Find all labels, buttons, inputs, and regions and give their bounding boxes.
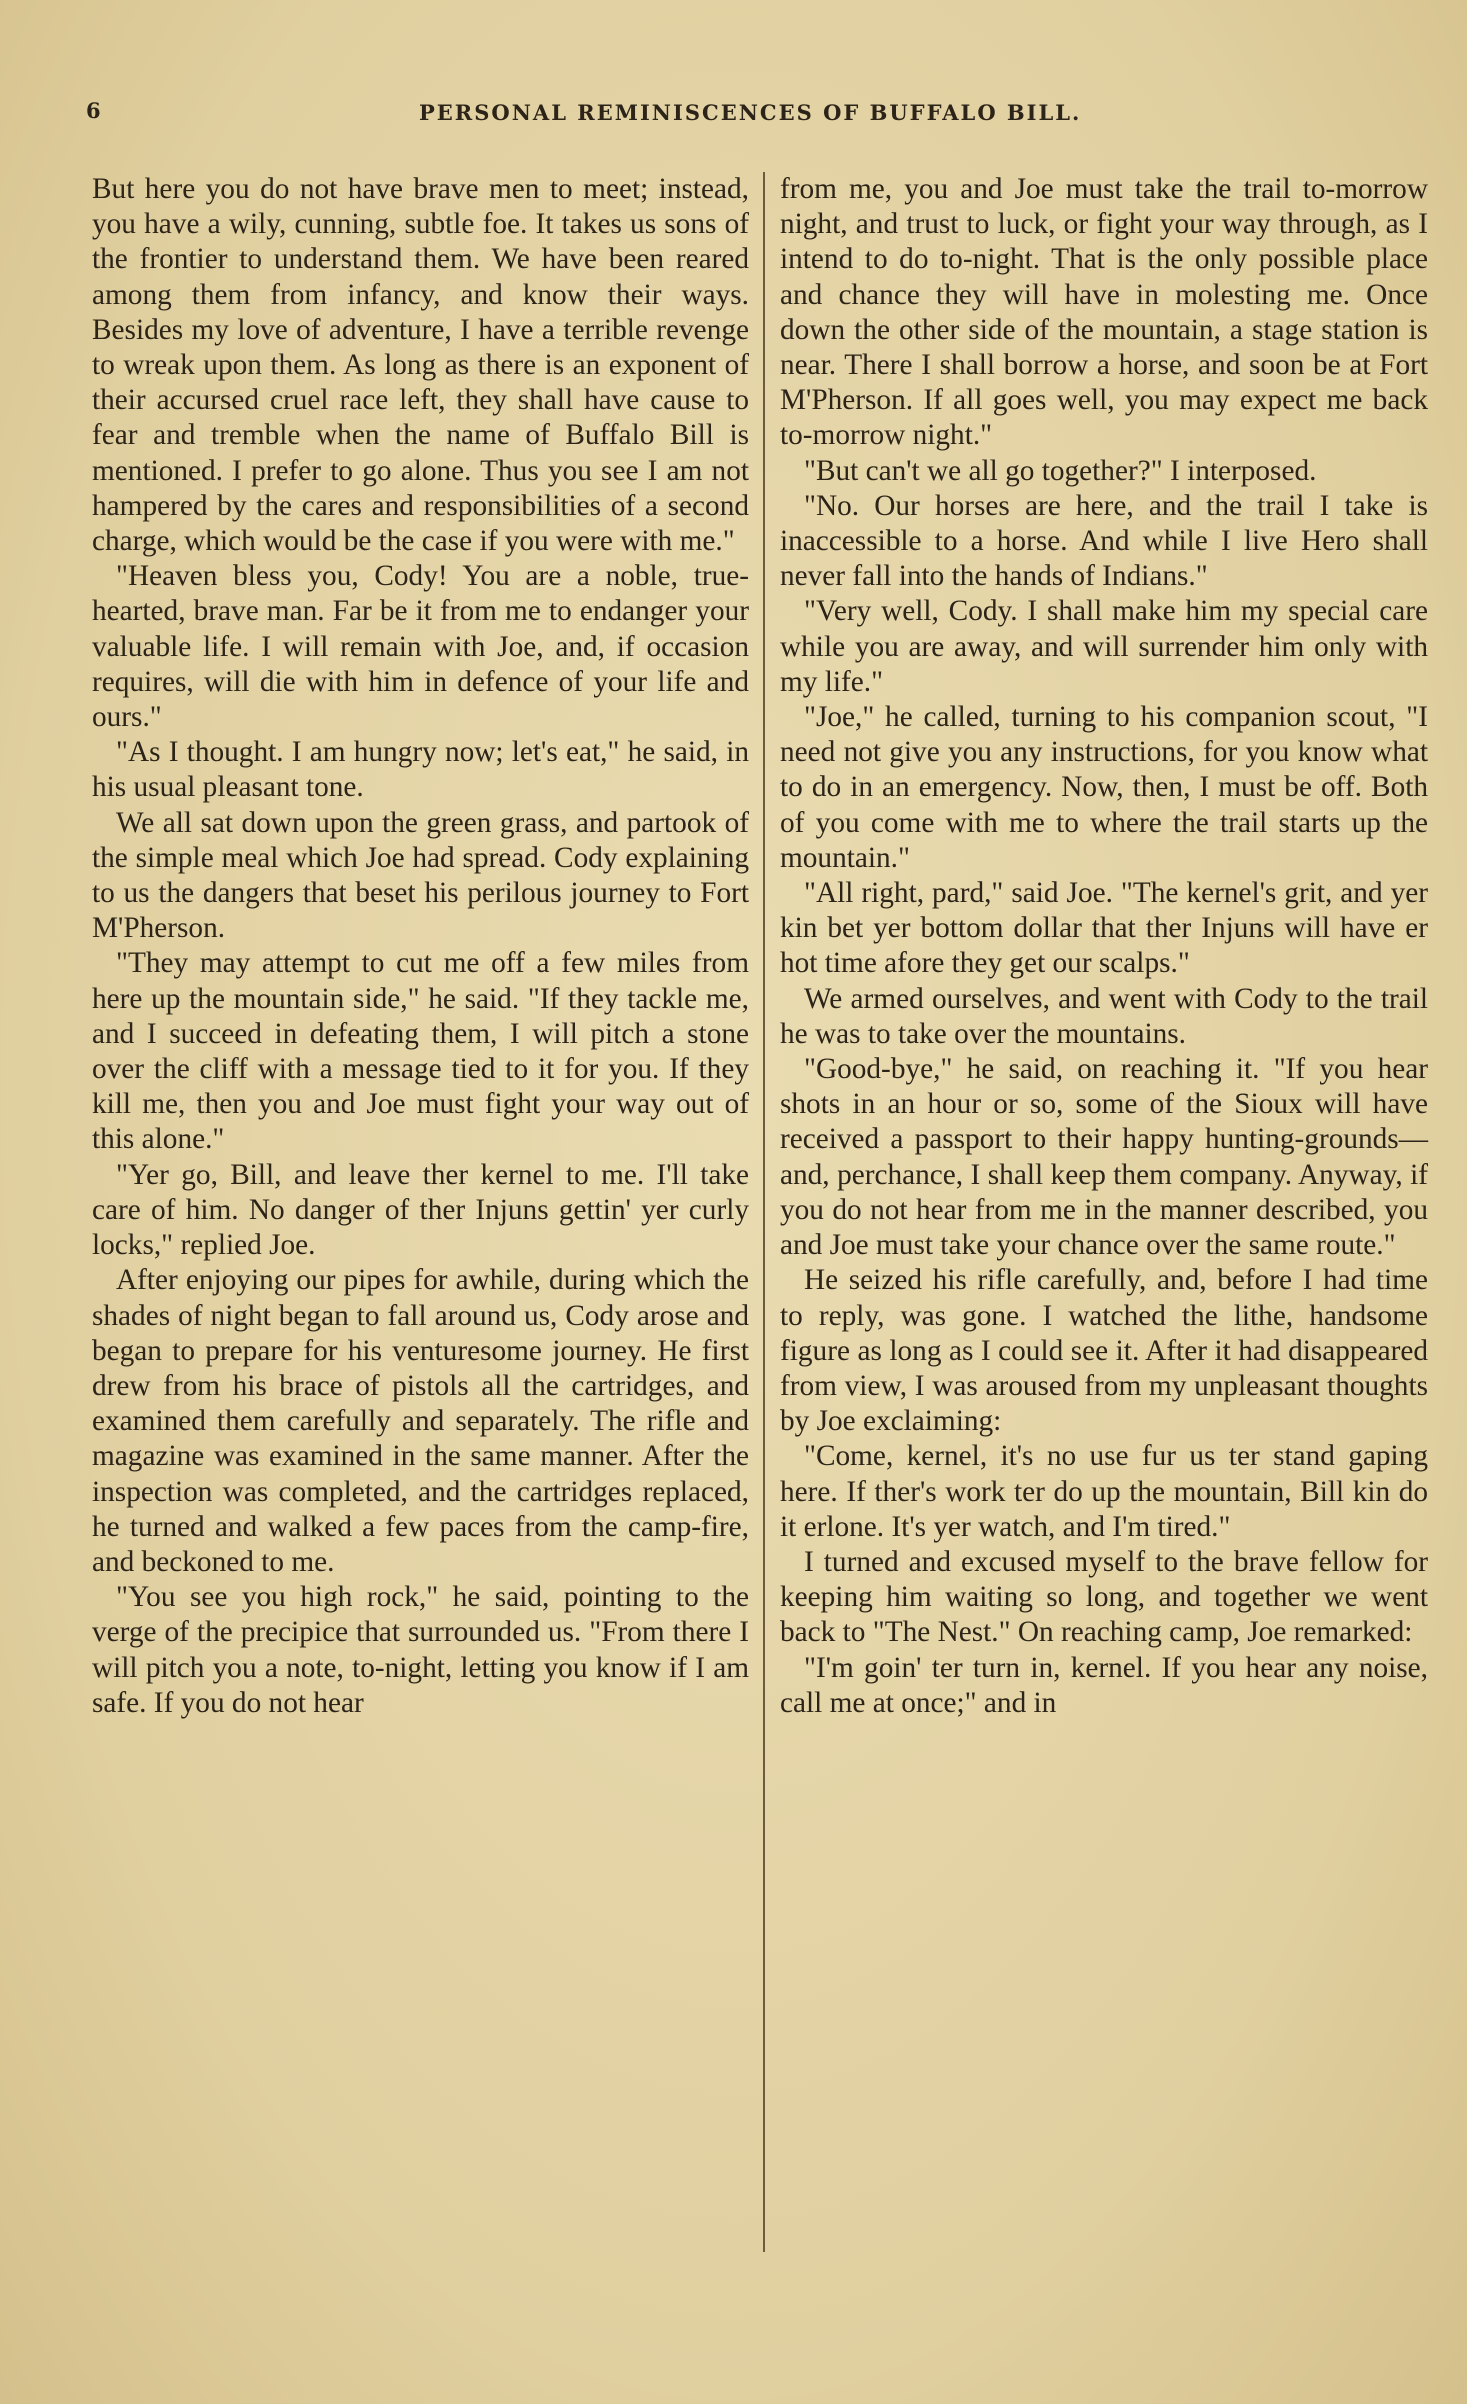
- paragraph: "But can't we all go together?" I interposed.: [804, 454, 1317, 487]
- paragraph: "Very well, Cody. I shall make him my special care while you are away, and will surrender him only with my life.": [780, 595, 1428, 698]
- paragraph: from me, you and Joe must take the trail to-morrow night, and trust to luck, or fight your way through, as I intend to do to-night. That is the only possible place and chance they will have in molesting me. Once down the other side of the mountain, a stage station is near. There I shall borrow a horse, and soon be at Fort M'Pherson. If all goes well, you may expect me back to-morrow night.": [780, 173, 1428, 452]
- paragraph: He seized his rifle carefully, and, before I had time to reply, was gone. I watched the lithe, handsome figure as long as I could see it. After it had disappeared from view, I was aroused from my unpleasant thoughts by Joe exclaiming:: [780, 1264, 1428, 1438]
- paragraph: But here you do not have brave men to meet; instead, you have a wily, cunning, subtle foe. It takes us sons of the frontier to understand them. We have been reared among them from infancy, and know their ways. Besides my love of adventure, I have a terrible revenge to wreak upon them. As long as there is an exponent of their accursed cruel race left, they shall have cause to fear and tremble when the name of Buffalo Bill is mentioned. I prefer to go alone. Thus you see I am not hampered by the cares and responsibilities of a second charge, which would be the case if you were with me.": [92, 173, 749, 558]
- paragraph: "Heaven bless you, Cody! You are a noble, true-hearted, brave man. Far be it from me to endanger your valuable life. I will remain with Joe, and, if occasion requires, will die with him in defence of your life and ours.": [92, 560, 749, 734]
- page-number: 6: [86, 98, 103, 123]
- paragraph: "Good-bye," he said, on reaching it. "If you hear shots in an hour or so, some of the Sioux will have received a passport to their happy hunting-grounds—and, perchance, I shall keep them company. Anyway, if you do not hear from me in the manner described, you and Joe must take your chance over the same route.": [780, 1053, 1428, 1262]
- paragraph: "Come, kernel, it's no use fur us ter stand gaping here. If ther's work ter do up the mountain, Bill kin do it erlone. It's yer watch, and I'm tired.": [780, 1440, 1428, 1543]
- running-head: PERSONAL REMINISCENCES OF BUFFALO BILL.: [419, 100, 1082, 125]
- paragraph: "No. Our horses are here, and the trail I take is inaccessible to a horse. And while I live Hero shall never fall into the hands of Indians.": [780, 489, 1428, 593]
- paragraph: We armed ourselves, and went with Cody to the trail he was to take over the mountains.: [780, 982, 1428, 1050]
- paragraph: "All right, pard," said Joe. "The kernel's grit, and yer kin bet yer bottom dollar that ther Injuns will have er hot time afore they get our scalps.": [780, 877, 1428, 980]
- paragraph: "Yer go, Bill, and leave ther kernel to me. I'll take care of him. No danger of ther Injuns gettin' yer curly locks," replied Joe.: [92, 1158, 749, 1262]
- right-column: [780, 172, 1428, 1721]
- column-divider: [763, 172, 765, 2252]
- paragraph: After enjoying our pipes for awhile, during which the shades of night began to fall around us, Cody arose and began to prepare for his venturesome journey. He first drew from his brace of pistols all the cartridges, and examined them carefully and separately. The rifle and magazine was examined in the same manner. After the inspection was completed, and the cartridges replaced, he turned and walked a few paces from the camp-fire, and beckoned to me.: [92, 1264, 749, 1578]
- paragraph: We all sat down upon the green grass, and partook of the simple meal which Joe had spread. Cody explaining to us the dangers that beset his perilous journey to Fort M'Pherson.: [92, 806, 749, 945]
- paragraph: I turned and excused myself to the brave fellow for keeping him waiting so long, and together we went back to "The Nest." On reaching camp, Joe remarked:: [780, 1545, 1428, 1649]
- paragraph: "I'm goin' ter turn in, kernel. If you hear any noise, call me at once;" and in: [780, 1651, 1428, 1719]
- paragraph: "As I thought. I am hungry now; let's eat," he said, in his usual pleasant tone.: [92, 736, 749, 804]
- left-column: [92, 172, 749, 1721]
- paragraph: "You see you high rock," he said, pointing to the verge of the precipice that surrounded us. "From there I will pitch you a note, to-night, letting you know if I am safe. If you do not hear: [92, 1581, 749, 1719]
- paragraph: "Joe," he called, turning to his companion scout, "I need not give you any instructions, for you know what to do in an emergency. Now, then, I must be off. Both of you come with me to where the trail starts up the mountain.": [780, 701, 1428, 874]
- paragraph: "They may attempt to cut me off a few miles from here up the mountain side," he said. "If they tackle me, and I succeed in defeating them, I will pitch a stone over the cliff with a message tied to it for you. If they kill me, then you and Joe must fight your way out of this alone.": [92, 947, 749, 1156]
